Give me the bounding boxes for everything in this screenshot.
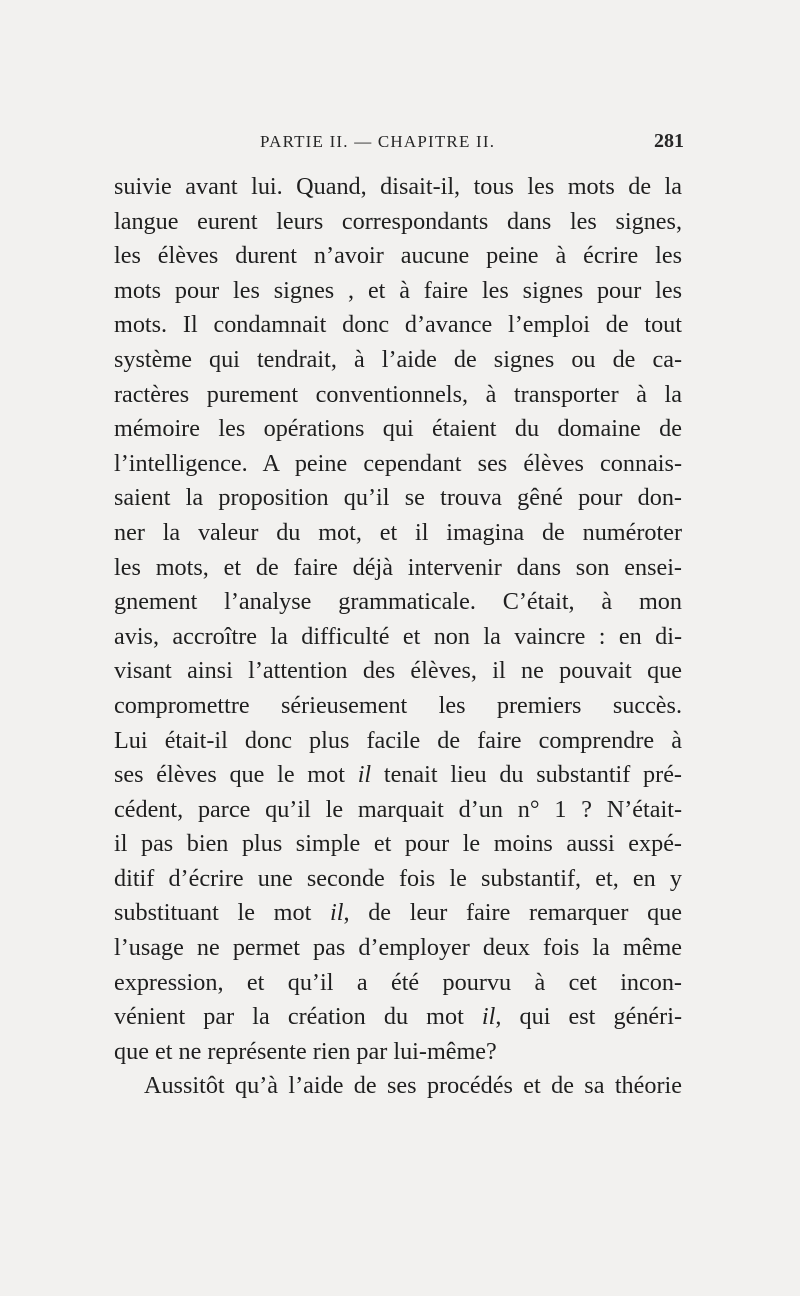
page-number: 281 [654,130,684,152]
text-line: mémoire les opérations qui étaient du domaine de [114,415,682,443]
text-line: cédent, parce qu’il le marquait d’un n° 1 ? N’était- [114,795,682,823]
running-head: PARTIE II. — CHAPITRE II. [260,132,496,151]
text-line: ses élèves que le mot il tenait lieu du substantif pré- [114,761,682,789]
text-line: ditif d’écrire une seconde fois le substantif, et, en y [114,864,682,892]
text-line: gnement l’analyse grammaticale. C’était, à mon [114,588,682,616]
text-line: avis, accroître la difficulté et non la vaincre : en di- [114,622,682,650]
text-line: Aussitôt qu’à l’aide de ses procédés et de sa théorie [144,1072,682,1100]
text-line: il pas bien plus simple et pour le moins aussi expé- [114,830,682,858]
text-line: expression, et qu’il a été pourvu à cet incon- [114,968,682,996]
text-line: suivie avant lui. Quand, disait-il, tous les mots de la [114,173,682,200]
text-line: substituant le mot il, de leur faire remarquer que [114,899,683,927]
text-line: vénient par la création du mot il, qui est généri- [114,1003,682,1031]
text-line: ner la valeur du mot, et il imagina de numéroter [114,518,682,546]
text-line: saient la proposition qu’il se trouva gêné pour don- [114,484,682,512]
italic-word: il [330,899,344,927]
italic-word: il [481,1003,496,1031]
text-line: ractères purement conventionnels, à transporter à la [114,380,682,408]
text-line: système qui tendrait, à l’aide de signes ou de ca- [114,345,682,373]
text-line: langue eurent leurs correspondants dans les signes, [114,207,682,235]
text-line: les mots, et de faire déjà intervenir dans son ensei- [114,553,682,581]
text-line: l’usage ne permet pas d’employer deux fois la même [114,934,682,962]
text-line: visant ainsi l’attention des élèves, il ne pouvait que [114,657,682,685]
italic-word: il [357,761,372,789]
text-line: Lui était-il donc plus facile de faire comprendre à [114,726,682,754]
text-line: compromettre sérieusement les premiers succès. [114,691,682,719]
page-header [112,132,684,162]
text-line: mots. Il condamnait donc d’avance l’emploi de tout [114,311,682,339]
body-text [114,170,682,1104]
text-line: les élèves durent n’avoir aucune peine à écrire les [114,242,682,270]
text-line: mots pour les signes , et à faire les signes pour les [114,276,682,304]
text-line: que et ne représente rien par lui-même? [114,1037,497,1065]
text-line: l’intelligence. A peine cependant ses élèves connais- [114,449,682,477]
